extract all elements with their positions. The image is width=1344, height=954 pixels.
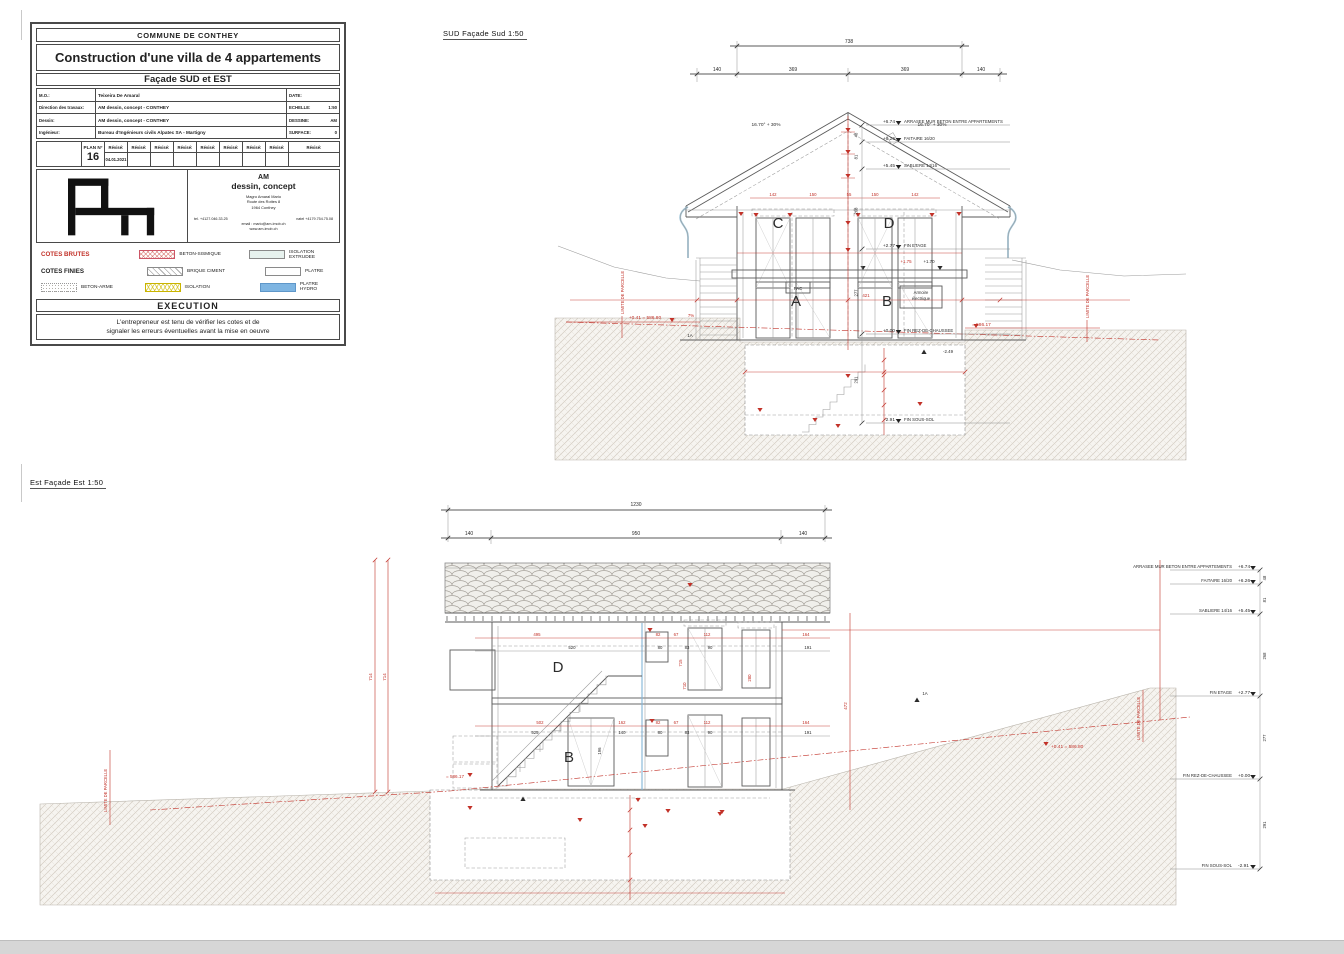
level-triangle-icon [896,245,902,249]
company-address: Magro Amaral Mario Route des Rottes 8 1964 Conthey [245,194,282,210]
dim-label: 82 [655,632,661,637]
dim-label: 142 [911,192,919,197]
plan-label: PLAN N° [83,145,103,151]
level-triangle-icon [896,121,902,125]
legend-beton-sismique: BETON-SISMIQUE [179,252,221,258]
dim-label: +0.00 [1238,774,1251,780]
dim-label: 472 [843,702,848,710]
dim-label: 90 [707,645,713,650]
revision-cell: Révisé: [220,142,242,152]
dim-label: FIN ETAGE [1209,690,1232,696]
dim-label: FIN ETAGE [904,243,927,249]
dim-label: Armoire [913,290,929,295]
level-triangle-icon [1250,865,1256,869]
dim-label: 268 [1262,652,1267,660]
dim-label: LIMITE DE PARCELLE [103,768,108,812]
dim-label: 1230 [630,502,642,508]
dim-label: 714 [382,673,387,681]
dim-label: +2.77 [1238,691,1251,697]
dim-label: +0.41 = 586.80 [1051,745,1084,750]
dim-label: 1A [922,691,928,696]
platre-hydro-swatch [260,283,296,292]
dim-label: 191 [804,730,812,735]
dim-label: 502 [536,720,544,725]
dim-label: 714 [368,673,373,681]
info-right: ECHELLE: 1:50 [287,102,339,114]
dim-label: 280 [747,674,752,682]
level-triangle-icon [1250,580,1256,584]
dim-label: 164 [802,632,810,637]
dim-label: FIN REZ-DE-CHAUSSEE [1182,773,1232,779]
isolation-swatch [145,283,181,292]
dim-label: FIN SOUS-SOL [904,417,935,423]
dim-label: 7% [687,313,695,318]
dim-label: +5.45 [1238,609,1251,615]
dim-label: 140 [464,531,474,537]
legend-row [41,281,335,294]
sheet-bottom-shadow [0,940,1344,954]
am-logo-icon [52,173,172,239]
dim-label: 291 [1262,821,1267,829]
level-triangle-icon [1250,566,1256,570]
dim-label: 277 [853,289,859,297]
dim-label: 55 [846,192,852,197]
dim-label: 67 [673,720,679,725]
beton-arme-swatch [41,283,77,292]
legend-platre: PLATRE [305,268,324,274]
dim-label: FAITAIRE 16/20 [1201,578,1232,584]
east-stair [492,671,642,786]
title-block [30,22,346,346]
dim-label: électrique [911,296,931,301]
dim-label: -2.49 [943,349,954,354]
legend [36,245,340,297]
revision-cell: Révisé: [289,142,339,152]
south-windows [732,209,967,338]
dim-label: +2.77 [882,244,895,250]
legend-platre-hydro: PLATRE HYDRO [299,282,319,293]
level-triangle-icon [1250,610,1256,614]
dim-label: 80 [657,730,663,735]
info-value: AM dessin, concept - CONTHEY [96,114,286,126]
dim-label: A [790,293,802,310]
company-tagline: dessin, concept [231,181,296,192]
south-facade-drawing [400,20,1280,480]
dim-label: FIN SOUS-SOL [1201,863,1232,869]
revision-cell: Révisé: [105,142,127,152]
commune-header: COMMUNE DE CONTHEY [36,28,340,42]
info-label: Direction des travaux: [37,102,95,114]
dim-label: 83 [684,730,690,735]
revision-cell: Révisé: [243,142,265,152]
dim-label: D [552,659,564,676]
legend-row [41,248,335,261]
revision-table [36,141,340,167]
dim-label: SABLIERE 14/16 [1199,608,1232,614]
brique-ciment-swatch [147,267,183,276]
level-triangle-icon [1250,775,1256,779]
dim-label: LIMITE DE PARCELLE [1136,696,1141,740]
dim-label: 738 [844,39,854,45]
company-logo [37,170,187,242]
legend-brique-ciment: BRIQUE CIMENT [187,268,226,274]
dim-label: 80 [657,645,663,650]
isolation-extrudee-swatch [249,250,285,259]
company-email: email : mario@am-imob.ch [241,221,286,226]
dim-label: 1A [687,333,693,338]
dim-label: LIMITE DE PARCELLE [620,270,625,314]
dim-label: FAITAIRE 16/20 [904,136,935,142]
dim-label: 67 [673,632,679,637]
dim-label: LIMITE DE PARCELLE [1085,274,1090,318]
dim-label: 164 [802,720,810,725]
revision-cell: Révisé: [197,142,219,152]
plan-number: 16 [86,151,100,164]
dim-label: 112 [703,720,711,725]
dim-label: +6.74 [1238,565,1251,571]
dim-label: 495 [533,632,541,637]
company-block [36,169,340,243]
south-terrain-lines [558,246,1186,281]
dim-label: 421 [862,293,870,298]
dim-label: 142 [769,192,777,197]
dim-label: B [881,293,893,310]
dim-label: PAC [793,286,803,291]
project-title: Construction d'une villa de 4 appartements [36,44,340,71]
east-walls [480,622,795,790]
company-web: www.am-imob.ch [249,226,278,231]
sheet-frame-mark [21,10,22,40]
dim-label: 81 [1262,597,1267,603]
revision-cell: Révisé: [266,142,288,152]
dim-label: +0.00 [882,329,895,335]
platre-swatch [265,267,301,276]
execution-header: EXECUTION [36,299,340,312]
dim-label: 82 [655,720,661,725]
revision-cell: Révisé: [174,142,196,152]
dim-label: +1.70 [923,259,935,264]
dim-label: D [883,215,895,232]
dim-label: 81 [853,154,859,160]
east-roof [445,563,830,622]
info-table [36,88,340,139]
dim-label: -2.91 [1238,864,1249,870]
dim-label: = 586.17 [445,774,464,779]
dim-label: 369 [788,67,798,73]
dim-label: 520 [568,645,576,650]
dim-label: +6.74 [882,120,895,126]
dim-label: 140 [712,67,722,73]
dim-label: 525 [531,730,539,735]
info-value: Teixeira De Amaral [96,89,286,101]
dim-label: 140 [976,67,986,73]
dim-label: +0.41 = 586.80 [628,316,662,321]
dim-label: 369 [900,67,910,73]
legend-cotes-finies: COTES FINIES [41,267,84,275]
dim-label: FIN REZ-DE-CHAUSSEE [904,328,954,334]
dim-label: 710 [682,682,687,690]
dim-label: +1.75 [900,259,912,264]
dim-label: 90 [707,730,713,735]
dim-label: 16.70° + 30% [751,123,781,128]
level-triangle-icon [896,165,902,169]
dim-label: 83 [684,645,690,650]
beton-sismique-swatch [139,250,175,259]
dim-label: 950 [631,531,641,537]
level-triangle-icon [1250,692,1256,696]
dim-label: 48 [1262,575,1267,581]
legend-beton-arme: BETON-ARME [81,284,113,290]
info-right: DATE: [287,89,339,101]
company-name: AM [258,174,269,182]
east-annex [450,650,497,788]
revision-blank-cell [37,142,81,166]
south-top-dimensions [690,41,1007,82]
dim-label: ARRASEE MUR BETON ENTRE APPARTEMENTS [1133,564,1232,570]
legend-row [41,265,335,278]
south-facade-label: SUD Façade Sud 1:50 [443,29,527,40]
dim-label: 150 [871,192,879,197]
dim-label: 291 [853,376,859,384]
dim-label: 196 [597,747,602,755]
info-value: AM dessin, concept - CONTHEY [96,102,286,114]
dim-label: -2.91 [884,418,895,424]
info-label: Ingénieur: [37,127,95,139]
east-facade-label: Est Façade Est 1:50 [30,478,106,489]
company-phones: tel. +4127.046.33.25 natel +4179.754.75.08 [194,216,333,221]
info-label: M.O.: [37,89,95,101]
info-value: Bureau d'Ingénieurs civils Alpatec SA - Martigny [96,127,286,139]
east-facade-drawing [20,480,1324,940]
dim-label: 140 [798,531,808,537]
dim-label: B [563,749,575,766]
info-right: SURFACE: 0 [287,127,339,139]
dim-label: C [772,215,784,232]
dim-label: 16.70° + 30% [917,123,947,128]
dim-label: 140 [618,730,626,735]
revision-cell: Révisé: [151,142,173,152]
legend-isolation: ISOLATION [184,284,210,290]
revision-date: 04.01.2021 [105,153,127,166]
legend-cotes-brutes: COTES BRUTES [41,251,90,259]
dim-label: 150 [809,192,817,197]
execution-note: L'entrepreneur est tenu de vérifier les cotes et de signaler les erreurs éventuelles avant la mise en oeuvre [36,314,340,340]
east-top-dimensions [441,505,832,544]
revision-cell: Révisé: [128,142,150,152]
south-red-dimensions [566,116,1160,350]
company-card [187,170,339,242]
dim-label: ARRASEE MUR BETON ENTRE APPARTEMENTS [904,119,1003,125]
dim-label: 112 [703,632,711,637]
plan-number-cell [82,142,104,166]
dim-label: +6.26 [882,137,895,143]
dim-label: 268 [853,207,859,215]
dim-label: SABLIERE 14/16 [904,163,937,169]
dim-label: = 586.17 [972,323,991,328]
dim-label: 277 [1262,734,1267,742]
dim-label: 162 [618,720,626,725]
dim-label: +5.45 [882,164,895,170]
facade-subtitle: Façade SUD et EST [36,73,340,86]
dim-label: +6.26 [1238,579,1251,585]
dim-label: 48 [853,132,859,138]
info-right: DESSINE: AM [287,114,339,126]
info-label: Dessin: [37,114,95,126]
legend-isolation-extrudee: ISOLATION EXTRUDEE [288,249,316,260]
dim-label: 191 [804,645,812,650]
dim-label: 715 [678,659,683,667]
